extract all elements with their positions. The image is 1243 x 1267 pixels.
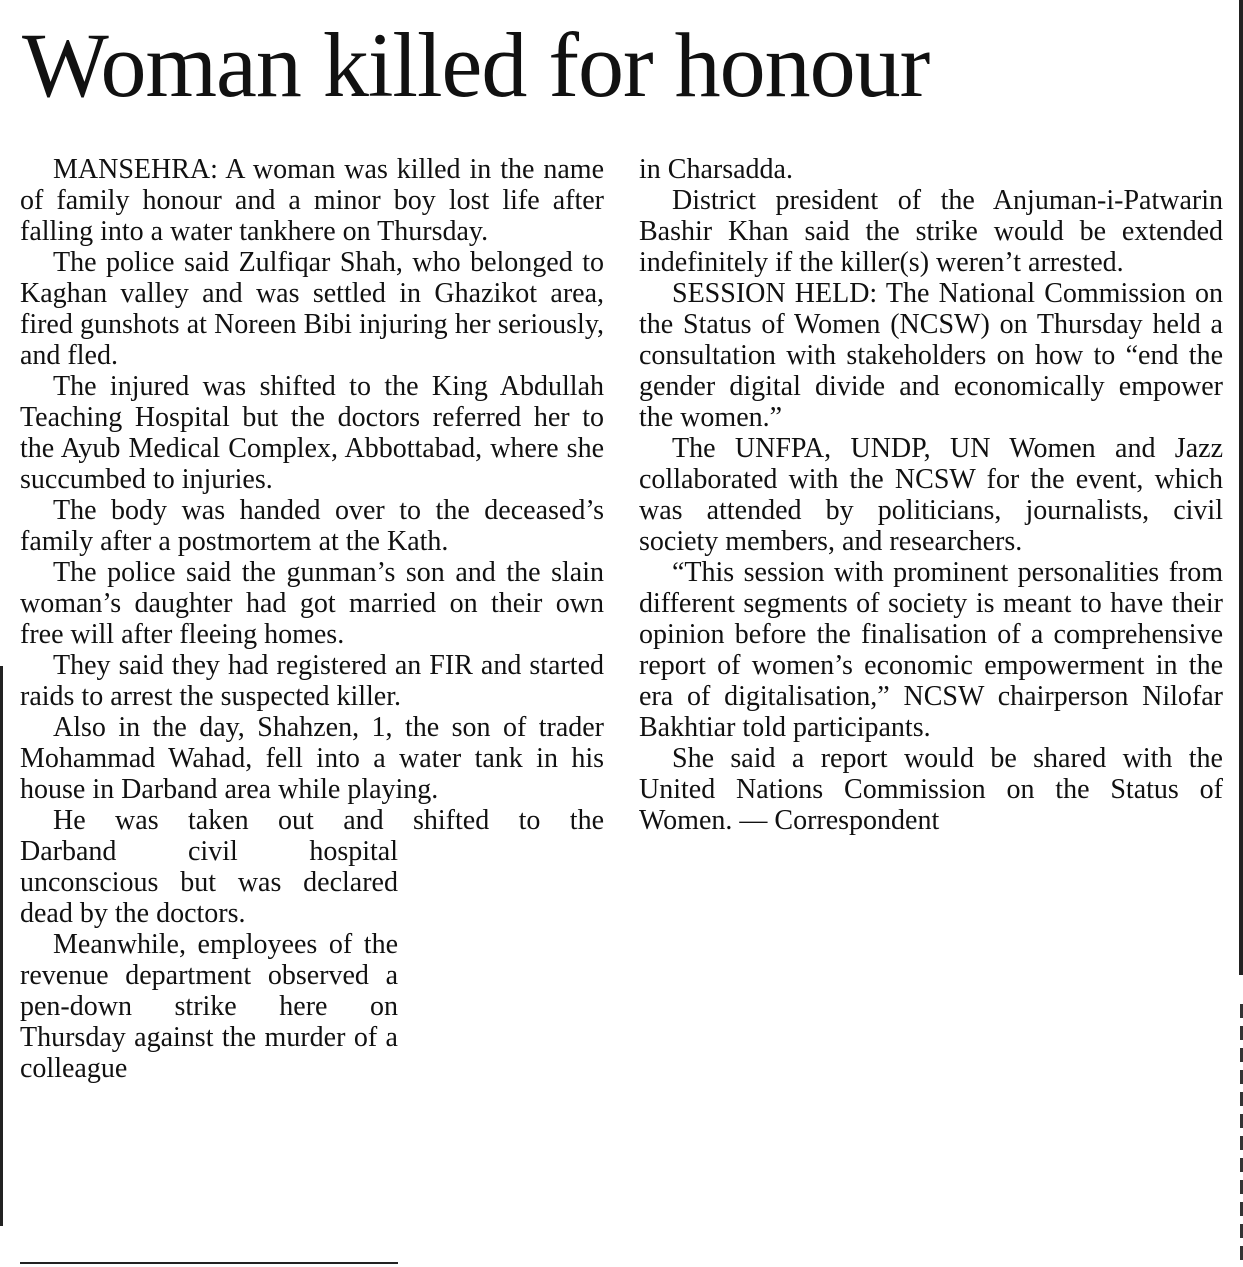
paragraph: Also in the day, Shahzen, 1, the son of trader Mohammad Wahad, fell into a water tank in his house in Darband area while playing.: [20, 712, 604, 805]
paragraph: The body was handed over to the deceased’s family after a postmortem at the Kath.: [20, 495, 604, 557]
bottom-rule: [20, 1262, 398, 1264]
article-column-right: [639, 154, 1223, 836]
article-column-left: [20, 154, 604, 1084]
paragraph: The UNFPA, UNDP, UN Women and Jazz collaborated with the NCSW for the event, which was attended by politicians, journalists, civil society members, and researchers.: [639, 433, 1223, 557]
paragraph-continued: Darband civil hospital unconscious but was declared dead by the doctors.: [20, 836, 398, 929]
paragraph: She said a report would be shared with the United Nations Commission on the Status of Women. — Correspondent: [639, 743, 1223, 836]
paragraph: They said they had registered an FIR and started raids to arrest the suspected killer.: [20, 650, 604, 712]
right-margin-rule: [1239, 0, 1243, 975]
headline: Woman killed for honour: [22, 14, 930, 116]
paragraph: The injured was shifted to the King Abdullah Teaching Hospital but the doctors referred her to the Ayub Medical Complex, Abbottabad, where she succumbed to injuries.: [20, 371, 604, 495]
paragraph: “This session with prominent personalities from different segments of society is meant to have their opinion before the finalisation of a comprehensive report of women’s economic empowerment in the era of digitalisation,” NCSW chairperson Nilofar Bakhtiar told participants.: [639, 557, 1223, 743]
paragraph: The police said Zulfiqar Shah, who belonged to Kaghan valley and was settled in Ghazikot area, fired gunshots at Noreen Bibi injuring her seriously, and fled.: [20, 247, 604, 371]
left-margin-rule: [0, 666, 3, 1226]
paragraph-continued: in Charsadda.: [639, 154, 793, 185]
paragraph: District president of the Anjuman-i-Patwarin Bashir Khan said the strike would be extended indefinitely if the killer(s) weren’t arrested.: [639, 185, 1223, 278]
paragraph: The police said the gunman’s son and the slain woman’s daughter had got married on their own free will after fleeing homes.: [20, 557, 604, 650]
paragraph: Meanwhile, employees of the revenue department observed a pen-down strike here on Thursday against the murder of a colleague: [20, 929, 398, 1084]
paragraph: SESSION HELD: The National Commission on the Status of Women (NCSW) on Thursday held a consultation with stakeholders on how to “end the gender digital divide and economically empower the women.”: [639, 278, 1223, 433]
paragraph: MANSEHRA: A woman was killed in the name of family honour and a minor boy lost life after falling into a water tankhere on Thursday.: [20, 154, 604, 247]
paragraph-start: He was taken out and shifted to the: [53, 805, 604, 836]
